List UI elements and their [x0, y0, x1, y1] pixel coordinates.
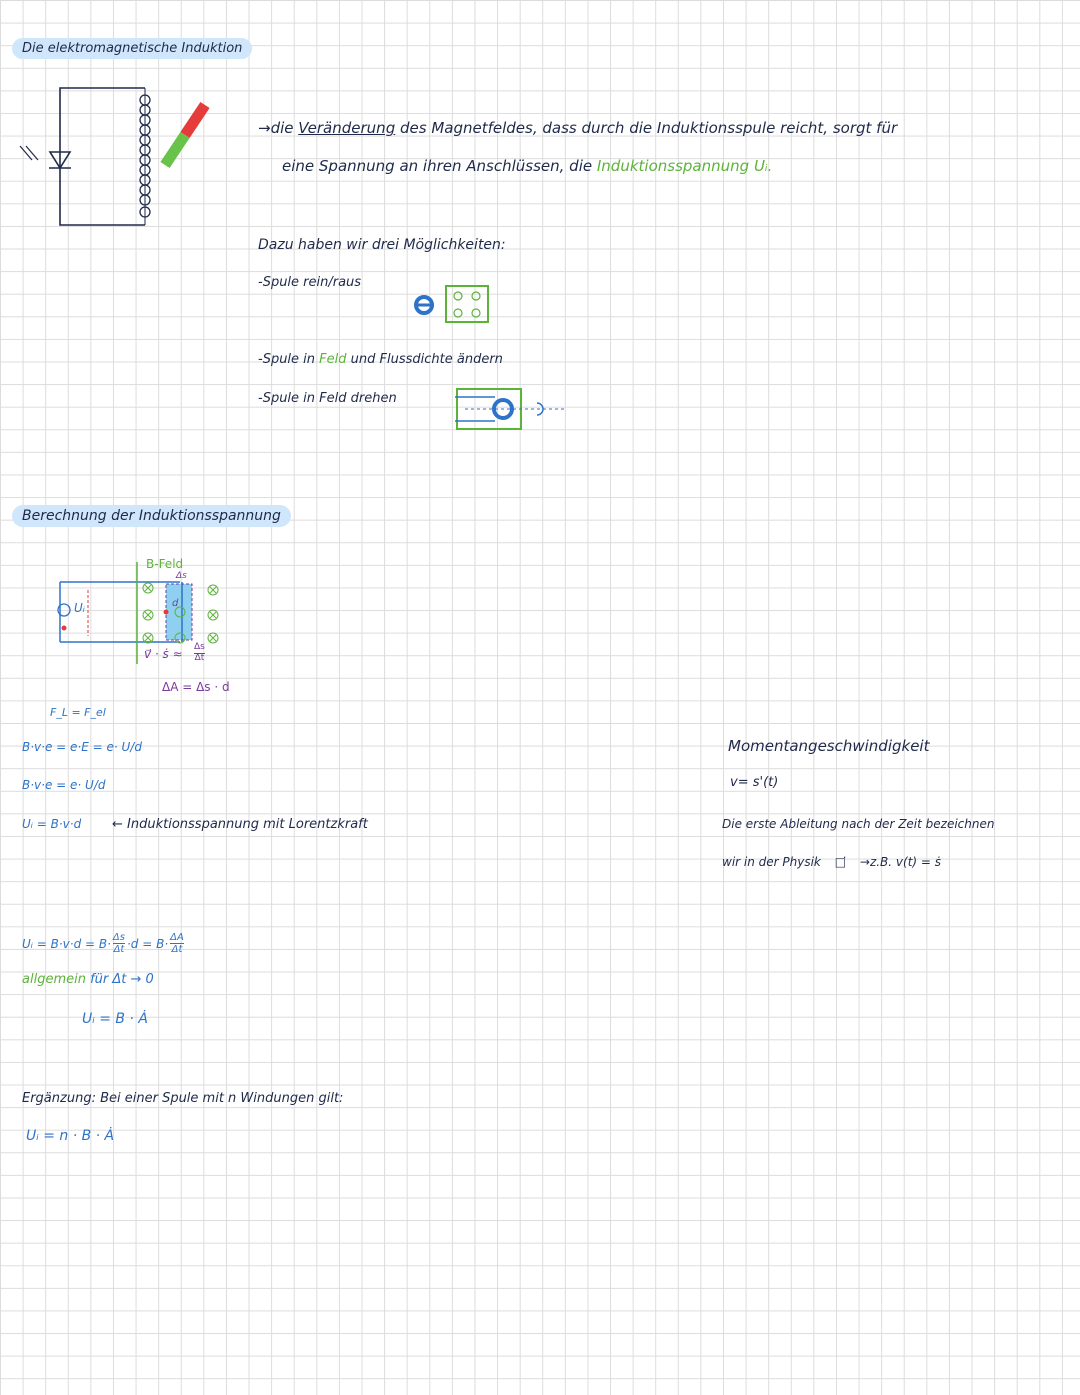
- equation-7: Uᵢ = n · B · Ȧ: [26, 1128, 115, 1144]
- statement-line-1: →die Veränderung des Magnetfeldes, dass durch die Induktionsspule reicht, sorgt für: [258, 119, 898, 137]
- field-label: B-Feld: [146, 557, 184, 571]
- section-heading-induction: Die elektromagnetische Induktion: [12, 38, 252, 59]
- equation-6: Uᵢ = B · Ȧ: [82, 1011, 148, 1027]
- side-note-title: Momentangeschwindigkeit: [728, 737, 930, 755]
- coil-in-field-icon: [408, 284, 493, 324]
- circuit-diagram: [40, 80, 220, 240]
- side-note-text-1: Die erste Ableitung nach der Zeit bezeichnen: [722, 817, 995, 831]
- velocity-label: v⃗ · ṡ ≈: [144, 647, 183, 661]
- ds-label: Δs: [176, 571, 187, 581]
- general-note: allgemein für Δt → 0: [22, 972, 154, 987]
- possibilities-intro: Dazu haben wir drei Möglichkeiten:: [258, 237, 506, 253]
- option-3: -Spule in Feld drehen: [258, 391, 397, 406]
- side-note-formula: v= s'(t): [730, 775, 779, 790]
- velocity-ratio: Δs Δt: [194, 642, 205, 663]
- option-1: -Spule rein/raus: [258, 275, 362, 290]
- equation-3: B·v·e = e· U/d: [22, 778, 106, 792]
- equation-4-note: ← Induktionsspannung mit Lorentzkraft: [112, 817, 368, 832]
- statement-line-2: eine Spannung an ihren Anschlüssen, die Induktionsspannung Uᵢ.: [282, 157, 773, 175]
- equation-4: Uᵢ = B·v·d: [22, 817, 82, 831]
- side-note-text-2: wir in der Physik □̇ →z.B. v(t) = ṡ: [722, 855, 942, 869]
- section-heading-calculation: Berechnung der Induktionsspannung: [12, 505, 291, 527]
- supplement-text: Ergänzung: Bei einer Spule mit n Windungen gilt:: [22, 1091, 344, 1106]
- option-2: -Spule in Feld und Flussdichte ändern: [258, 352, 503, 367]
- equation-2: B·v·e = e·E = e· U/d: [22, 740, 142, 754]
- equation-5: Uᵢ = B·v·d = B· Δs Δt ·d = B· ΔA Δt: [22, 932, 184, 955]
- induction-setup-diagram: [50, 557, 240, 700]
- equation-force-balance: F_L = F_el: [50, 706, 106, 719]
- area-label: ΔA = Δs · d: [162, 680, 230, 694]
- voltmeter-label: Uᵢ: [74, 601, 85, 615]
- rotating-coil-icon: [455, 385, 575, 435]
- d-label: d: [172, 598, 179, 609]
